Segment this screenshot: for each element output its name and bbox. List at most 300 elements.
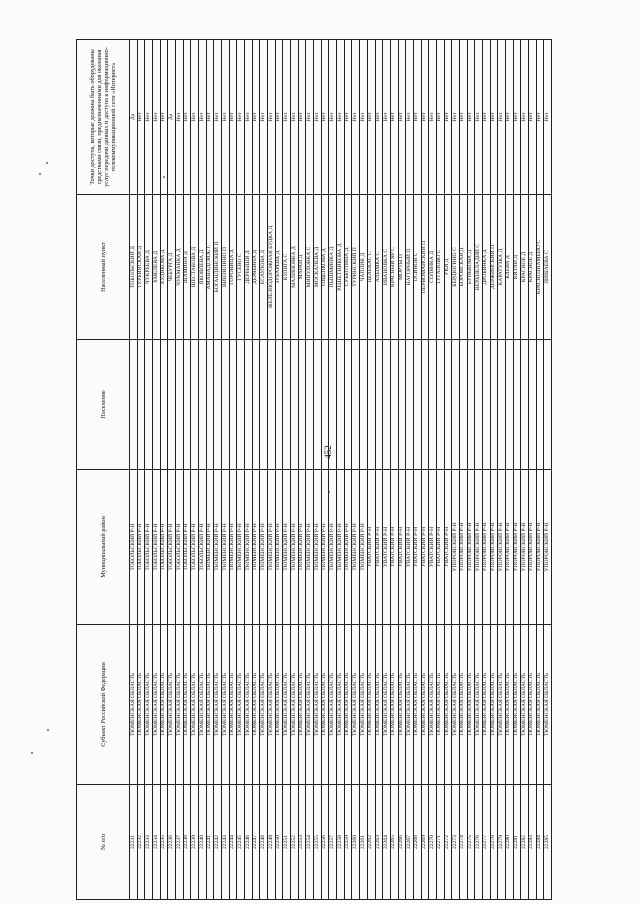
- cell-district: УВАТСКИЙ Р-Н: [383, 470, 391, 625]
- cell-access-point: Нет: [444, 40, 452, 195]
- cell-settlement: [229, 340, 237, 470]
- cell-district: УВАТСКИЙ Р-Н: [429, 470, 437, 625]
- cell-subject: ТЮМЕНСКАЯ ОБЛАСТЬ: [275, 625, 283, 785]
- cell-subject: ТЮМЕНСКАЯ ОБЛАСТЬ: [176, 625, 184, 785]
- cell-settlement: [413, 340, 421, 470]
- cell-settlement: [321, 340, 329, 470]
- cell-number: 22246: [245, 785, 253, 900]
- cell-locality: ЧУКМАНКА Д: [176, 195, 184, 340]
- cell-access-point: Нет: [352, 40, 360, 195]
- table-body: [130, 40, 552, 900]
- table-row: [183, 40, 191, 900]
- table-row: [214, 40, 222, 900]
- cell-subject: ТЮМЕНСКАЯ ОБЛАСТЬ: [137, 625, 145, 785]
- cell-settlement: [490, 340, 498, 470]
- table-row: [229, 40, 237, 900]
- table-row: [260, 40, 268, 900]
- table-row: [153, 40, 161, 900]
- cell-subject: ТЮМЕНСКАЯ ОБЛАСТЬ: [314, 625, 322, 785]
- table-row: [145, 40, 153, 900]
- cell-settlement: [260, 340, 268, 470]
- cell-access-point: Нет: [490, 40, 498, 195]
- cell-subject: ТЮМЕНСКАЯ ОБЛАСТЬ: [229, 625, 237, 785]
- table-row: [283, 40, 291, 900]
- table-row: [544, 40, 552, 900]
- table-row: [329, 40, 337, 900]
- cell-locality: ЦЕЛЕКАС С: [367, 195, 375, 340]
- header-district: Муниципальный район: [77, 470, 130, 625]
- cell-settlement: [306, 340, 314, 470]
- cell-subject: ТЮМЕНСКАЯ ОБЛАСТЬ: [160, 625, 168, 785]
- cell-locality: БОГАНДИНСКИЙ П: [214, 195, 222, 340]
- cell-number: 22257: [329, 785, 337, 900]
- cell-subject: ТЮМЕНСКАЯ ОБЛАСТЬ: [352, 625, 360, 785]
- cell-district: УВАТСКИЙ Р-Н: [367, 470, 375, 625]
- header-subject: Субъект Российской Федерации: [77, 625, 130, 785]
- cell-locality: ДЕРБЫШИ Д: [245, 195, 253, 340]
- table-row: [237, 40, 245, 900]
- cell-number: 22231: [130, 785, 138, 900]
- cell-access-point: Нет: [413, 40, 421, 195]
- table-row: [176, 40, 184, 900]
- cell-district: УВАТСКИЙ Р-Н: [421, 470, 429, 625]
- cell-access-point: Нет: [153, 40, 161, 195]
- table-row: [421, 40, 429, 900]
- cell-access-point: Нет: [191, 40, 199, 195]
- cell-district: ТОБОЛЬСКИЙ Р-Н: [191, 470, 199, 625]
- cell-locality: ГУСЕВО С: [237, 195, 245, 340]
- cell-subject: ТЮМЕНСКАЯ ОБЛАСТЬ: [467, 625, 475, 785]
- cell-locality: МОСКАЛЕВА Д: [314, 195, 322, 340]
- cell-settlement: [252, 340, 260, 470]
- cell-access-point: Нет: [291, 40, 299, 195]
- cell-settlement: [206, 340, 214, 470]
- cell-district: ТЮМЕНСКИЙ Р-Н: [260, 470, 268, 625]
- cell-access-point: Нет: [528, 40, 536, 195]
- cell-subject: ТЮМЕНСКАЯ ОБЛАСТЬ: [344, 625, 352, 785]
- cell-settlement: [528, 340, 536, 470]
- cell-district: ТЮМЕНСКИЙ Р-Н: [245, 470, 253, 625]
- cell-subject: ТЮМЕНСКАЯ ОБЛАСТЬ: [260, 625, 268, 785]
- table-row: [137, 40, 145, 900]
- cell-locality: МИНУЛОВКА С: [306, 195, 314, 340]
- cell-settlement: [375, 340, 383, 470]
- table-row: [252, 40, 260, 900]
- cell-settlement: [314, 340, 322, 470]
- cell-locality: ТУРИНСКИЙ П: [352, 195, 360, 340]
- cell-subject: ТЮМЕНСКАЯ ОБЛАСТЬ: [436, 625, 444, 785]
- cell-locality: СОЛЯНКА Д: [429, 195, 437, 340]
- cell-number: 22252: [291, 785, 299, 900]
- cell-number: 22235: [160, 785, 168, 900]
- cell-subject: ТЮМЕНСКАЯ ОБЛАСТЬ: [459, 625, 467, 785]
- cell-subject: ТЮМЕНСКАЯ ОБЛАСТЬ: [252, 625, 260, 785]
- cell-number: 22275: [467, 785, 475, 900]
- cell-number: 22233: [145, 785, 153, 900]
- cell-settlement: [505, 340, 513, 470]
- cell-locality: ИВАНОВКА С: [383, 195, 391, 340]
- table-row: [321, 40, 329, 900]
- cell-settlement: [283, 340, 291, 470]
- table-row: [482, 40, 490, 900]
- cell-locality: ЧУКРЕЕВА Д: [145, 195, 153, 340]
- cell-district: УПОРОВСКИЙ Р-Н: [490, 470, 498, 625]
- cell-access-point: Нет: [475, 40, 483, 195]
- cell-settlement: [513, 340, 521, 470]
- cell-subject: ТЮМЕНСКАЯ ОБЛАСТЬ: [360, 625, 368, 785]
- cell-number: 22269: [421, 785, 429, 900]
- cell-district: УПОРОВСКИЙ Р-Н: [536, 470, 544, 625]
- table-row: [513, 40, 521, 900]
- cell-access-point: Нет: [183, 40, 191, 195]
- cell-subject: ТЮМЕНСКАЯ ОБЛАСТЬ: [337, 625, 345, 785]
- cell-number: 22260: [352, 785, 360, 900]
- cell-access-point: Нет: [245, 40, 253, 195]
- cell-access-point: Да: [130, 40, 138, 195]
- table-row: [375, 40, 383, 900]
- cell-district: УПОРОВСКИЙ Р-Н: [505, 470, 513, 625]
- table-row: [275, 40, 283, 900]
- cell-settlement: [168, 340, 176, 470]
- cell-settlement: [444, 340, 452, 470]
- cell-locality: КРАСНОЕ Д: [521, 195, 529, 340]
- cell-district: ТЮМЕНСКИЙ Р-Н: [214, 470, 222, 625]
- cell-locality: ТУРБИНСКАЯ Д: [137, 195, 145, 340]
- cell-number: 22265: [390, 785, 398, 900]
- cell-number: 22284: [536, 785, 544, 900]
- table-row: [222, 40, 230, 900]
- cell-subject: ТЮМЕНСКАЯ ОБЛАСТЬ: [505, 625, 513, 785]
- cell-subject: ТЮМЕНСКАЯ ОБЛАСТЬ: [498, 625, 506, 785]
- cell-number: 22249: [268, 785, 276, 900]
- cell-settlement: [337, 340, 345, 470]
- cell-subject: ТЮМЕНСКАЯ ОБЛАСТЬ: [513, 625, 521, 785]
- cell-locality: ТУГАЛОВО С: [436, 195, 444, 340]
- cell-access-point: Нет: [452, 40, 460, 195]
- cell-settlement: [245, 340, 253, 470]
- cell-locality: ОСИНОВ С: [413, 195, 421, 340]
- cell-settlement: [222, 340, 230, 470]
- cell-access-point: Нет: [544, 40, 552, 195]
- cell-access-point: Нет: [429, 40, 437, 195]
- cell-locality: МАРАЙ Д: [298, 195, 306, 340]
- cell-access-point: Нет: [260, 40, 268, 195]
- cell-access-point: Нет: [536, 40, 544, 195]
- cell-number: 22247: [252, 785, 260, 900]
- cell-district: ТЮМЕНСКИЙ Р-Н: [283, 470, 291, 625]
- cell-locality: КИТАЙ Д: [513, 195, 521, 340]
- cell-district: УПОРОВСКИЙ Р-Н: [459, 470, 467, 625]
- cell-number: 22273: [452, 785, 460, 900]
- table-row: [521, 40, 529, 900]
- cell-number: 22261: [360, 785, 368, 900]
- cell-district: УПОРОВСКИЙ Р-Н: [513, 470, 521, 625]
- table-row: [314, 40, 322, 900]
- cell-number: 22236: [168, 785, 176, 900]
- cell-district: УВАТСКИЙ Р-Н: [390, 470, 398, 625]
- cell-access-point: Нет: [498, 40, 506, 195]
- cell-settlement: [145, 340, 153, 470]
- cell-access-point: Нет: [321, 40, 329, 195]
- cell-settlement: [199, 340, 207, 470]
- cell-subject: ТЮМЕНСКАЯ ОБЛАСТЬ: [283, 625, 291, 785]
- table-row: [490, 40, 498, 900]
- cell-district: ТЮМЕНСКИЙ Р-Н: [206, 470, 214, 625]
- cell-district: ТЮМЕНСКИЙ Р-Н: [321, 470, 329, 625]
- cell-settlement: [153, 340, 161, 470]
- cell-number: 22248: [260, 785, 268, 900]
- cell-number: 22268: [413, 785, 421, 900]
- cell-locality: ХМЕЛЕВА Д: [153, 195, 161, 340]
- cell-number: 22266: [398, 785, 406, 900]
- cell-subject: ТЮМЕНСКАЯ ОБЛАСТЬ: [528, 625, 536, 785]
- cell-district: УВАТСКИЙ Р-Н: [406, 470, 414, 625]
- cell-subject: ТЮМЕНСКАЯ ОБЛАСТЬ: [452, 625, 460, 785]
- cell-access-point: Нет: [375, 40, 383, 195]
- cell-locality: ДЕРЖИНСКИЙ П: [490, 195, 498, 340]
- cell-settlement: [137, 340, 145, 470]
- cell-locality: ДЕРЯБИНА Д: [252, 195, 260, 340]
- table-row: [245, 40, 253, 900]
- header-number: № п/п: [77, 785, 130, 900]
- cell-subject: ТЮМЕНСКАЯ ОБЛАСТЬ: [222, 625, 230, 785]
- cell-number: 22263: [375, 785, 383, 900]
- cell-subject: ТЮМЕНСКАЯ ОБЛАСТЬ: [291, 625, 299, 785]
- cell-district: ТОБОЛЬСКИЙ Р-Н: [130, 470, 138, 625]
- table-row: [360, 40, 368, 900]
- rotated-table-wrapper: [76, 40, 552, 900]
- cell-access-point: Нет: [314, 40, 322, 195]
- cell-locality: КРАСНОЗНАМЕНО С: [536, 195, 544, 340]
- table-row: [505, 40, 513, 900]
- cell-access-point: Нет: [398, 40, 406, 195]
- cell-subject: ТЮМЕНСКАЯ ОБЛАСТЬ: [444, 625, 452, 785]
- cell-number: 22251: [283, 785, 291, 900]
- cell-settlement: [406, 340, 414, 470]
- cell-locality: ЧАПЛИК Д: [360, 195, 368, 340]
- cell-access-point: Нет: [268, 40, 276, 195]
- cell-locality: БУНЬКОВА Д: [467, 195, 475, 340]
- cell-district: ТОБОЛЬСКИЙ Р-Н: [145, 470, 153, 625]
- cell-settlement: [160, 340, 168, 470]
- table-row: [498, 40, 506, 900]
- cell-locality: ВЕРХНЕЛАДИЙ С: [475, 195, 483, 340]
- cell-district: ТОБОЛЬСКИЙ Р-Н: [183, 470, 191, 625]
- cell-access-point: Нет: [521, 40, 529, 195]
- table-row: [337, 40, 345, 900]
- table-row: [528, 40, 536, 900]
- cell-number: 22272: [444, 785, 452, 900]
- cell-district: ТЮМЕНСКИЙ Р-Н: [237, 470, 245, 625]
- cell-settlement: [475, 340, 483, 470]
- table-row: [367, 40, 375, 900]
- cell-subject: ТЮМЕНСКАЯ ОБЛАСТЬ: [406, 625, 414, 785]
- table-row: [406, 40, 414, 900]
- table-row: [383, 40, 391, 900]
- cell-settlement: [459, 340, 467, 470]
- cell-settlement: [452, 340, 460, 470]
- cell-district: ТЮМЕНСКИЙ Р-Н: [222, 470, 230, 625]
- cell-locality: ШЕСТАКОВА Д: [191, 195, 199, 340]
- cell-number: 22232: [137, 785, 145, 900]
- cell-access-point: Нет: [275, 40, 283, 195]
- cell-locality: ЕСАУЛОВА Д: [260, 195, 268, 340]
- cell-locality: ХУДЯКОВА Д: [160, 195, 168, 340]
- table-row: [291, 40, 299, 900]
- page-number: 452: [323, 445, 333, 459]
- cell-district: УПОРОВСКИЙ Р-Н: [452, 470, 460, 625]
- cell-subject: ТЮМЕНСКАЯ ОБЛАСТЬ: [245, 625, 253, 785]
- cell-number: 22283: [528, 785, 536, 900]
- table-row: [444, 40, 452, 900]
- cell-access-point: Да: [168, 40, 176, 195]
- cell-subject: ТЮМЕНСКАЯ ОБЛАСТЬ: [375, 625, 383, 785]
- cell-access-point: Нет: [360, 40, 368, 195]
- cell-access-point: Нет: [421, 40, 429, 195]
- cell-locality: БОРОВСКАЯ Д: [459, 195, 467, 340]
- cell-number: 22239: [191, 785, 199, 900]
- table-row: [398, 40, 406, 900]
- cell-access-point: Нет: [229, 40, 237, 195]
- cell-access-point: Нет: [459, 40, 467, 195]
- table-row: [390, 40, 398, 900]
- cell-district: ТЮМЕНСКИЙ Р-Н: [344, 470, 352, 625]
- cell-settlement: [398, 340, 406, 470]
- cell-access-point: Нет: [298, 40, 306, 195]
- cell-subject: ТЮМЕНСКАЯ ОБЛАСТЬ: [321, 625, 329, 785]
- cell-access-point: Нет: [214, 40, 222, 195]
- cell-locality: ЖЕЛЕЗНОДОРОЖНАЯ БУДКА Д: [268, 195, 276, 340]
- cell-access-point: Нет: [513, 40, 521, 195]
- cell-number: 22234: [153, 785, 161, 900]
- cell-subject: ТЮМЕНСКАЯ ОБЛАСТЬ: [390, 625, 398, 785]
- cell-number: 22267: [406, 785, 414, 900]
- cell-district: ТЮМЕНСКИЙ Р-Н: [268, 470, 276, 625]
- cell-number: 22255: [314, 785, 322, 900]
- cell-subject: ТЮМЕНСКАЯ ОБЛАСТЬ: [367, 625, 375, 785]
- cell-subject: ТЮМЕНСКАЯ ОБЛАСТЬ: [199, 625, 207, 785]
- cell-district: УВАТСКИЙ Р-Н: [398, 470, 406, 625]
- cell-number: 22271: [436, 785, 444, 900]
- cell-settlement: [214, 340, 222, 470]
- cell-access-point: Нет: [367, 40, 375, 195]
- cell-access-point: Нет: [482, 40, 490, 195]
- cell-number: 22264: [383, 785, 391, 900]
- cell-locality: ЧЕБУРГА Д: [168, 195, 176, 340]
- cell-district: ТЮМЕНСКИЙ Р-Н: [360, 470, 368, 625]
- cell-subject: ТЮМЕНСКАЯ ОБЛАСТЬ: [421, 625, 429, 785]
- cell-settlement: [183, 340, 191, 470]
- cell-access-point: Нет: [436, 40, 444, 195]
- cell-subject: ТЮМЕНСКАЯ ОБЛАСТЬ: [398, 625, 406, 785]
- table-row: [268, 40, 276, 900]
- cell-settlement: [344, 340, 352, 470]
- cell-number: 22281: [513, 785, 521, 900]
- cell-settlement: [467, 340, 475, 470]
- cell-locality: АЛЫМКА С: [375, 195, 383, 340]
- cell-number: 22274: [459, 785, 467, 900]
- cell-subject: ТЮМЕНСКАЯ ОБЛАСТЬ: [214, 625, 222, 785]
- cell-locality: УКИ Д: [444, 195, 452, 340]
- cell-settlement: [237, 340, 245, 470]
- cell-number: 22241: [206, 785, 214, 900]
- cell-locality: ГОРОВИЦА Д: [229, 195, 237, 340]
- cell-locality: ШАМИНА Д: [183, 195, 191, 340]
- cell-access-point: Нет: [283, 40, 291, 195]
- table-row: [475, 40, 483, 900]
- cell-settlement: [436, 340, 444, 470]
- cell-district: УПОРОВСКИЙ Р-Н: [544, 470, 552, 625]
- cell-settlement: [130, 340, 138, 470]
- cell-number: 22238: [183, 785, 191, 900]
- cell-locality: ТОБОЛЬСКИЙ Д: [130, 195, 138, 340]
- cell-locality: ОЩЕПКОВА Д: [321, 195, 329, 340]
- cell-settlement: [268, 340, 276, 470]
- cell-settlement: [421, 340, 429, 470]
- cell-subject: ТЮМЕНСКАЯ ОБЛАСТЬ: [268, 625, 276, 785]
- cell-locality: ПЫШМИНКА Д: [329, 195, 337, 340]
- cell-access-point: Нет: [337, 40, 345, 195]
- cell-number: 22258: [337, 785, 345, 900]
- cell-access-point: Нет: [206, 40, 214, 195]
- cell-locality: МОРТЫ П: [398, 195, 406, 340]
- cell-district: УВАТСКИЙ Р-Н: [413, 470, 421, 625]
- cell-settlement: [176, 340, 184, 470]
- cell-access-point: Нет: [160, 40, 168, 195]
- cell-subject: ТЮМЕНСКАЯ ОБЛАСТЬ: [383, 625, 391, 785]
- cell-subject: ТЮМЕНСКАЯ ОБЛАСТЬ: [329, 625, 337, 785]
- cell-subject: ТЮМЕНСКАЯ ОБЛАСТЬ: [482, 625, 490, 785]
- cell-access-point: Нет: [505, 40, 513, 195]
- cell-subject: ТЮМЕНСКАЯ ОБЛАСТЬ: [429, 625, 437, 785]
- cell-access-point: Нет: [252, 40, 260, 195]
- cell-district: ТЮМЕНСКИЙ Р-Н: [229, 470, 237, 625]
- cell-district: ТОБОЛЬСКИЙ Р-Н: [168, 470, 176, 625]
- cell-number: 22280: [505, 785, 513, 900]
- cell-locality: АМАНАДСКОЕ С: [206, 195, 214, 340]
- table-row: [298, 40, 306, 900]
- table-row: [352, 40, 360, 900]
- cell-subject: ТЮМЕНСКАЯ ОБЛАСТЬ: [306, 625, 314, 785]
- cell-district: УПОРОВСКИЙ Р-Н: [528, 470, 536, 625]
- table-row: [452, 40, 460, 900]
- cell-locality: КРАСНЫЙ ЯР С: [390, 195, 398, 340]
- cell-subject: ТЮМЕНСКАЯ ОБЛАСТЬ: [237, 625, 245, 785]
- table-row: [467, 40, 475, 900]
- cell-locality: ПЕРВОМАЙСКИЙ П: [421, 195, 429, 340]
- cell-number: 22277: [482, 785, 490, 900]
- cell-settlement: [360, 340, 368, 470]
- cell-access-point: Нет: [237, 40, 245, 195]
- cell-district: УПОРОВСКИЙ Р-Н: [475, 470, 483, 625]
- cell-district: ТЮМЕНСКИЙ Р-Н: [291, 470, 299, 625]
- table-row: [199, 40, 207, 900]
- cell-district: ТЮМЕНСКИЙ Р-Н: [337, 470, 345, 625]
- table-row: [160, 40, 168, 900]
- cell-district: ТЮМЕНСКИЙ Р-Н: [275, 470, 283, 625]
- cell-settlement: [352, 340, 360, 470]
- cell-subject: ТЮМЕНСКАЯ ОБЛАСТЬ: [168, 625, 176, 785]
- table-row: [206, 40, 214, 900]
- table-row: [130, 40, 138, 900]
- cell-subject: ТЮМЕНСКАЯ ОБЛАСТЬ: [130, 625, 138, 785]
- cell-district: ТЮМЕНСКИЙ Р-Н: [329, 470, 337, 625]
- cell-subject: ТЮМЕНСКАЯ ОБЛАСТЬ: [145, 625, 153, 785]
- cell-access-point: Нет: [306, 40, 314, 195]
- cell-number: 22276: [475, 785, 483, 900]
- cell-district: УВАТСКИЙ Р-Н: [436, 470, 444, 625]
- cell-subject: ТЮМЕНСКАЯ ОБЛАСТЬ: [413, 625, 421, 785]
